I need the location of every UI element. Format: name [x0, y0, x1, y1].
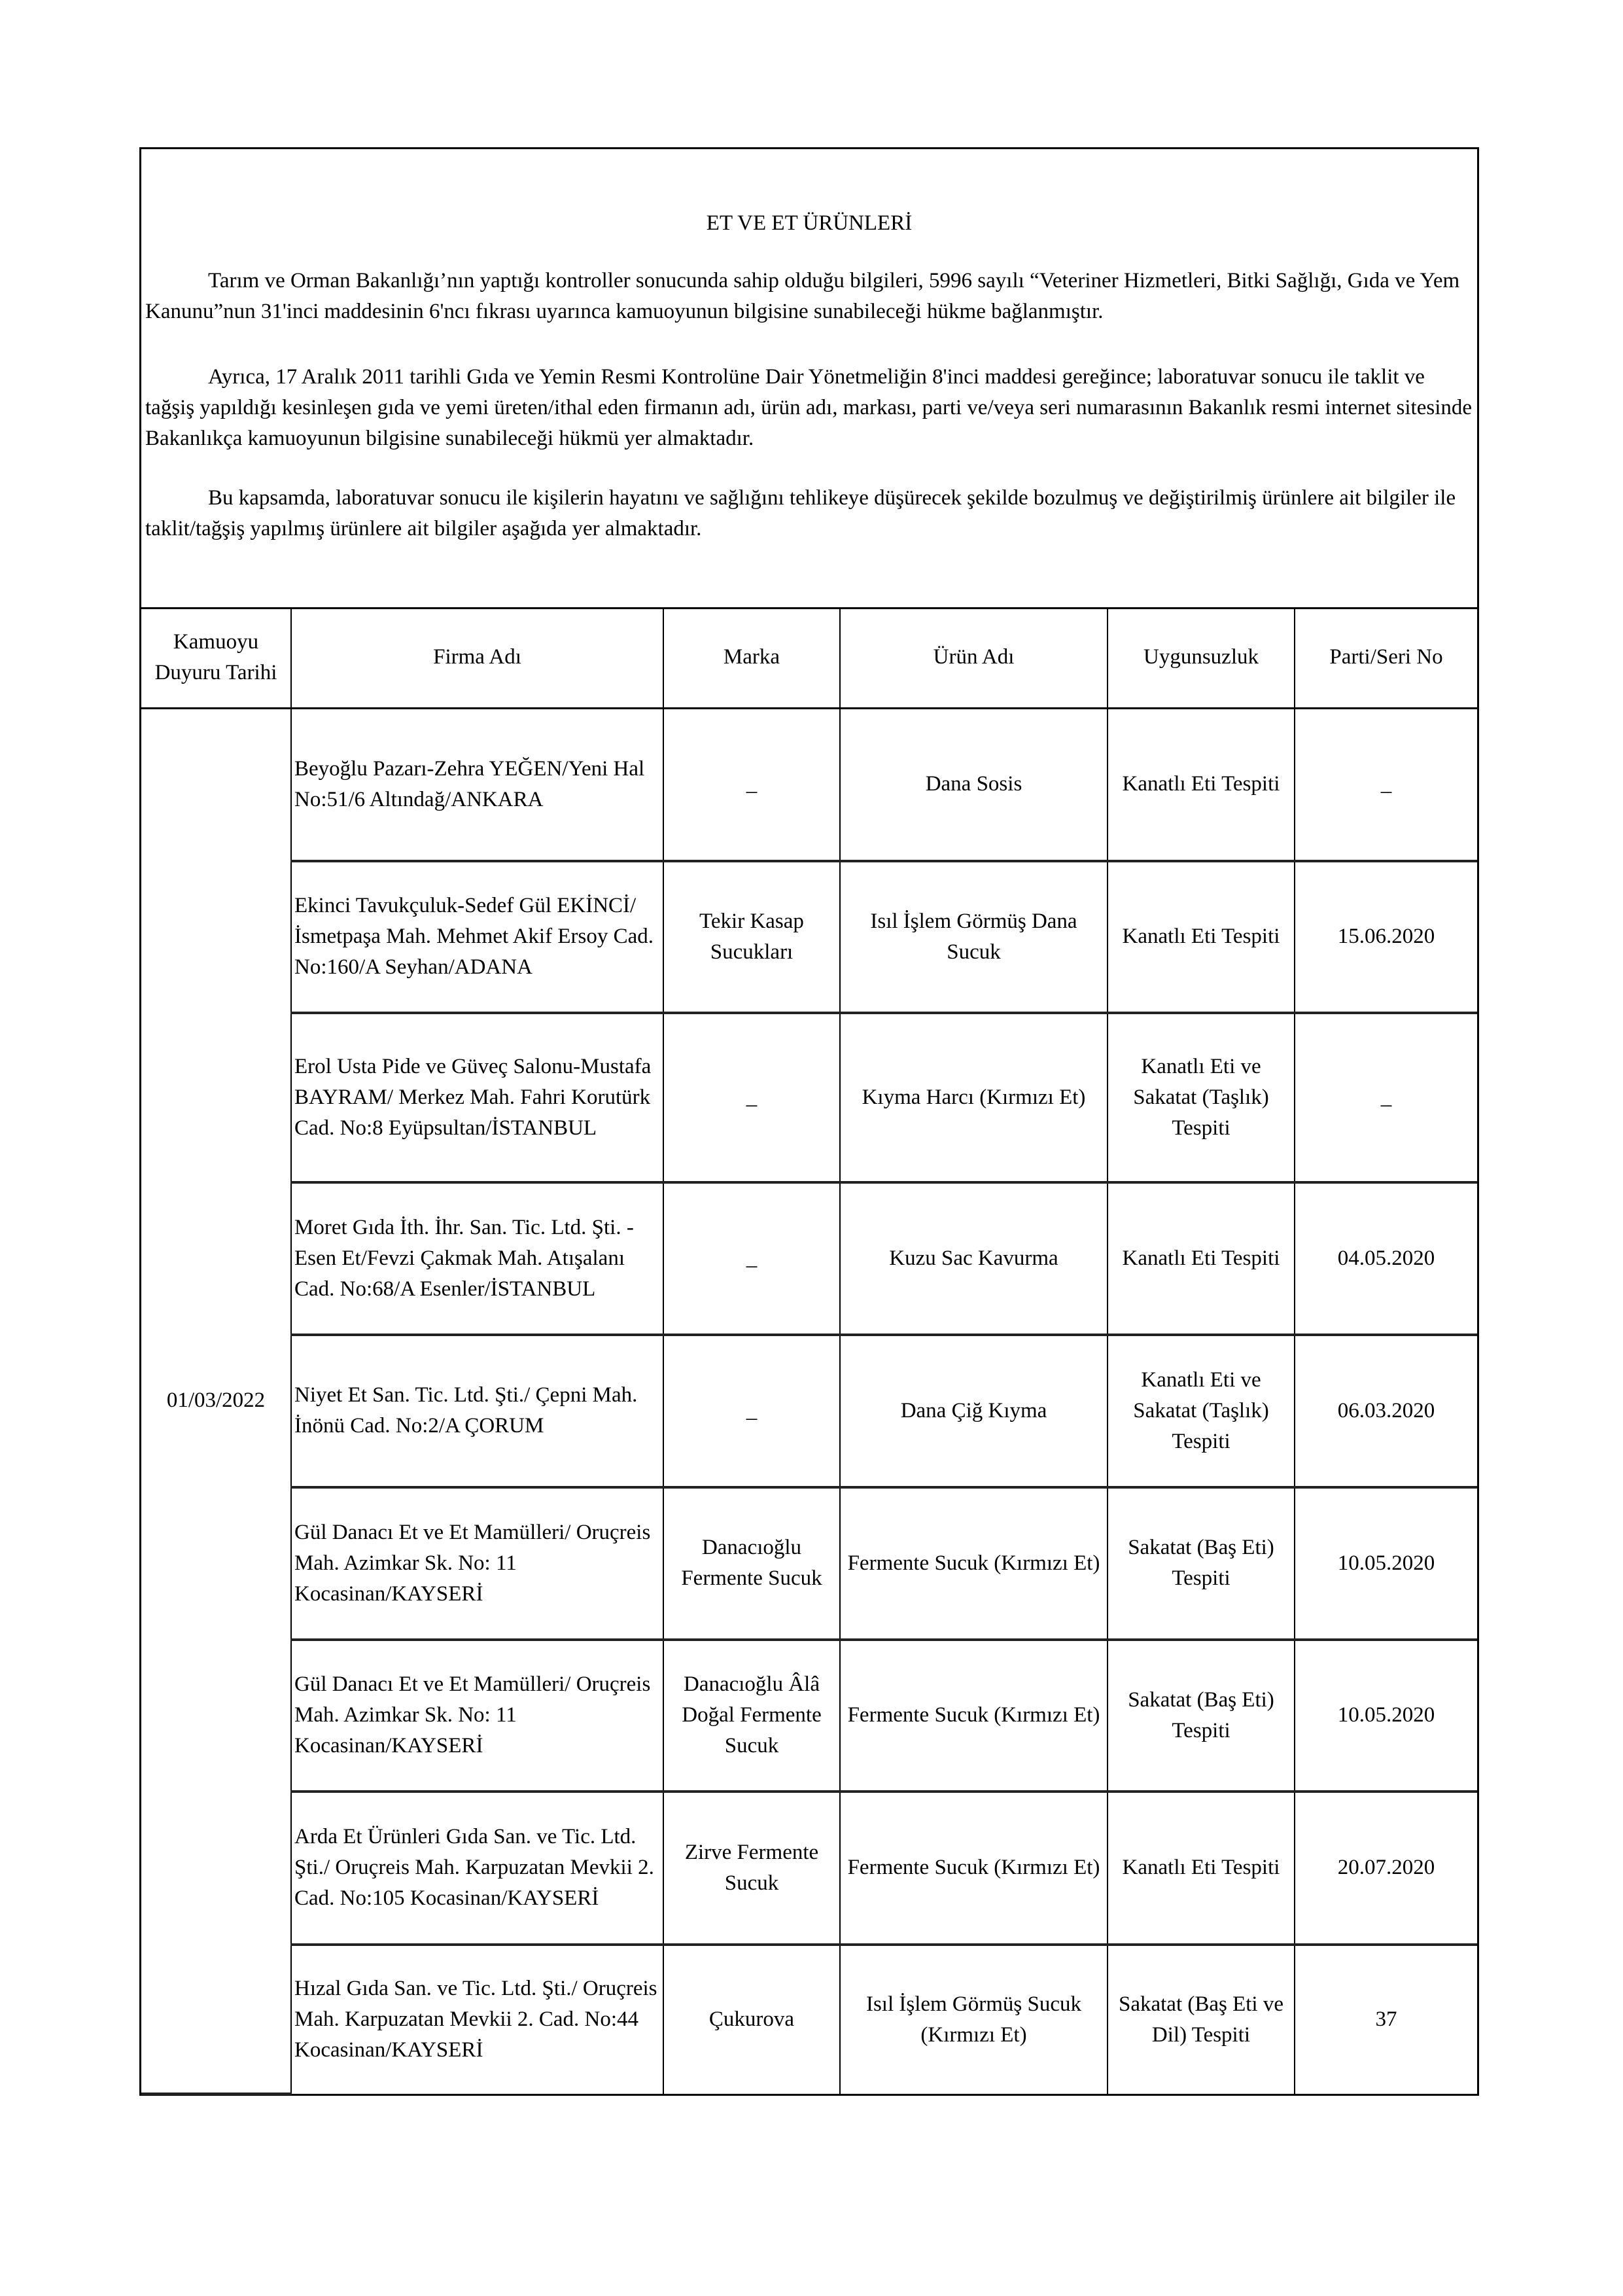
firm-cell: Arda Et Ürünleri Gıda San. ve Tic. Ltd. Şti./ Oruçreis Mah. Karpuzatan Mevkii 2. Cad. No:105 Kocasinan/KAYSERİ [291, 1792, 663, 1945]
firm-cell: Hızal Gıda San. ve Tic. Ltd. Şti./ Oruçreis Mah. Karpuzatan Mevkii 2. Cad. No:44 Kocasinan/KAYSERİ [291, 1945, 663, 2094]
nonconformity-cell: Sakatat (Baş Eti) Tespiti [1108, 1487, 1295, 1640]
table-body [141, 709, 1477, 2094]
nonconformity-cell: Kanatlı Eti Tespiti [1108, 1182, 1295, 1335]
intro-paragraph: Ayrıca, 17 Aralık 2011 tarihli Gıda ve Yemin Resmi Kontrolüne Dair Yönetmeliğin 8'inci maddesi gereğince; laboratuvar sonucu ile taklit ve tağşiş yapıldığı kesinleşen gıda ve yemi üreten/ithal eden firmanın adı, ürün adı, markası, parti ve/veya seri numarasının Bakanlık resmi internet sitesinde Bakanlıkça kamuoyunun bilgisine sunabileceği hükmü yer almaktadır. [145, 365, 1473, 450]
batch-cell: 04.05.2020 [1295, 1182, 1477, 1335]
header-product-name: Ürün Adı [840, 607, 1108, 709]
table-row [141, 1487, 1477, 1640]
header-brand: Marka [663, 607, 840, 709]
brand-cell: Zirve Fermente Sucuk [663, 1792, 840, 1945]
batch-cell: _ [1295, 709, 1477, 861]
intro-section [141, 149, 1477, 609]
nonconformity-cell: Sakatat (Baş Eti ve Dil) Tespiti [1108, 1945, 1295, 2094]
firm-cell: Erol Usta Pide ve Güveç Salonu-Mustafa BAYRAM/ Merkez Mah. Fahri Korutürk Cad. No:8 Eyüpsultan/İSTANBUL [291, 1013, 663, 1182]
batch-cell: 15.06.2020 [1295, 861, 1477, 1013]
firm-cell: Moret Gıda İth. İhr. San. Tic. Ltd. Şti. -Esen Et/Fevzi Çakmak Mah. Atışalanı Cad. No:68/A Esenler/İSTANBUL [291, 1182, 663, 1335]
header-batch-number: Parti/Seri No [1295, 607, 1477, 709]
nonconformity-cell: Kanatlı Eti Tespiti [1108, 709, 1295, 861]
product-cell: Dana Sosis [840, 709, 1108, 861]
table-row [141, 861, 1477, 1013]
firm-cell: Gül Danacı Et ve Et Mamülleri/ Oruçreis Mah. Azimkar Sk. No: 11 Kocasinan/KAYSERİ [291, 1487, 663, 1640]
firm-cell: Gül Danacı Et ve Et Mamülleri/ Oruçreis Mah. Azimkar Sk. No: 11 Kocasinan/KAYSERİ [291, 1640, 663, 1792]
firm-cell: Niyet Et San. Tic. Ltd. Şti./ Çepni Mah. İnönü Cad. No:2/A ÇORUM [291, 1335, 663, 1487]
document-frame [139, 147, 1479, 2096]
brand-cell: Çukurova [663, 1945, 840, 2094]
product-cell: Kıyma Harcı (Kırmızı Et) [840, 1013, 1108, 1182]
product-cell: Fermente Sucuk (Kırmızı Et) [840, 1792, 1108, 1945]
nonconformity-cell: Kanatlı Eti Tespiti [1108, 1792, 1295, 1945]
nonconformity-cell: Kanatlı Eti ve Sakatat (Taşlık) Tespiti [1108, 1335, 1295, 1487]
brand-cell: _ [663, 1013, 840, 1182]
product-cell: Fermente Sucuk (Kırmızı Et) [840, 1640, 1108, 1792]
table-row [141, 709, 1477, 861]
table-row [141, 1640, 1477, 1792]
announcement-table [141, 607, 1477, 2095]
brand-cell: Tekir Kasap Sucukları [663, 861, 840, 1013]
brand-cell: _ [663, 1182, 840, 1335]
product-cell: Fermente Sucuk (Kırmızı Et) [840, 1487, 1108, 1640]
table-row [141, 1182, 1477, 1335]
brand-cell: Danacıoğlu Âlâ Doğal Fermente Sucuk [663, 1640, 840, 1792]
firm-cell: Beyoğlu Pazarı-Zehra YEĞEN/Yeni Hal No:51/6 Altındağ/ANKARA [291, 709, 663, 861]
table-row [141, 1945, 1477, 2094]
batch-cell: 06.03.2020 [1295, 1335, 1477, 1487]
intro-paragraph: Bu kapsamda, laboratuvar sonucu ile kişilerin hayatını ve sağlığını tehlikeye düşürecek şekilde bozulmuş ve değiştirilmiş ürünlere ait bilgiler ile taklit/tağşiş yapılmış ürünlere ait bilgiler aşağıda yer almaktadır. [145, 486, 1456, 540]
header-announcement-date: Kamuoyu Duyuru Tarihi [141, 607, 291, 709]
header-firm-name: Firma Adı [291, 607, 663, 709]
nonconformity-cell: Kanatlı Eti Tespiti [1108, 861, 1295, 1013]
nonconformity-cell: Kanatlı Eti ve Sakatat (Taşlık) Tespiti [1108, 1013, 1295, 1182]
firm-cell: Ekinci Tavukçuluk-Sedef Gül EKİNCİ/İsmetpaşa Mah. Mehmet Akif Ersoy Cad. No:160/A Seyhan/ADANA [291, 861, 663, 1013]
intro-paragraph: Tarım ve Orman Bakanlığı’nın yaptığı kontroller sonucunda sahip olduğu bilgileri, 5996 sayılı “Veteriner Hizmetleri, Bitki Sağlığı, Gıda ve Yem Kanunu”nun 31'inci maddesinin 6'ncı fıkrası uyarınca kamuoyunun bilgisine sunabileceği hükme bağlanmıştır. [145, 269, 1460, 323]
batch-cell: 20.07.2020 [1295, 1792, 1477, 1945]
announcement-date-cell: 01/03/2022 [141, 709, 291, 2094]
product-cell: Dana Çiğ Kıyma [840, 1335, 1108, 1487]
brand-cell: _ [663, 1335, 840, 1487]
batch-cell: 10.05.2020 [1295, 1487, 1477, 1640]
brand-cell: _ [663, 709, 840, 861]
document-title: ET VE ET ÜRÜNLERİ [706, 211, 913, 235]
table-row [141, 1013, 1477, 1182]
brand-cell: Danacıoğlu Fermente Sucuk [663, 1487, 840, 1640]
batch-cell: 37 [1295, 1945, 1477, 2094]
table-row [141, 1335, 1477, 1487]
batch-cell: 10.05.2020 [1295, 1640, 1477, 1792]
product-cell: Isıl İşlem Görmüş Dana Sucuk [840, 861, 1108, 1013]
product-cell: Isıl İşlem Görmüş Sucuk (Kırmızı Et) [840, 1945, 1108, 2094]
table-header-row [141, 607, 1477, 709]
nonconformity-cell: Sakatat (Baş Eti) Tespiti [1108, 1640, 1295, 1792]
product-cell: Kuzu Sac Kavurma [840, 1182, 1108, 1335]
header-nonconformity: Uygunsuzluk [1108, 607, 1295, 709]
batch-cell: _ [1295, 1013, 1477, 1182]
table-row [141, 1792, 1477, 1945]
